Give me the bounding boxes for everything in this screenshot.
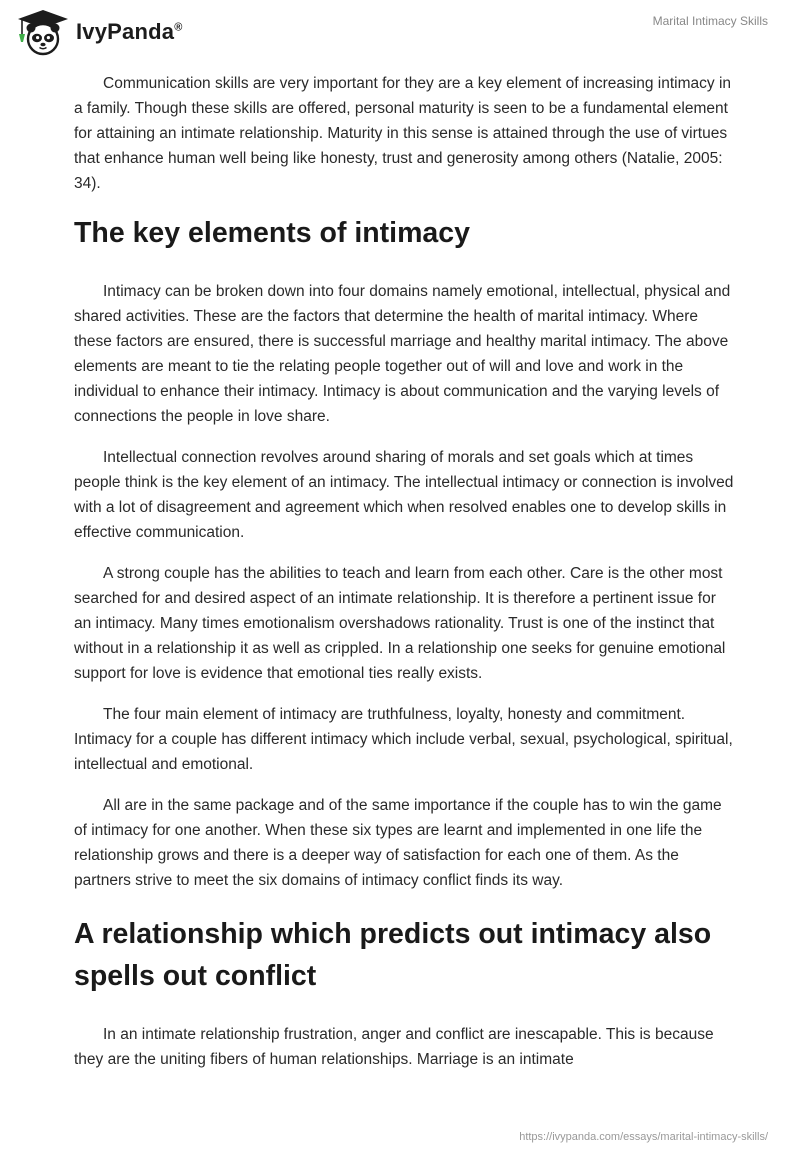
paragraph: Intellectual connection revolves around sharing of morals and set goals which at times people think is the key element of an intimacy. The intellectual intimacy or connection is involved with a lot of disagreement and agreement which when resolved enables one to develop skills in effective communication. [74,449,734,541]
brand-logo[interactable] [14,8,183,56]
essay-body [74,71,734,1088]
paragraph: In an intimate relationship frustration, anger and conflict are inescapable. This is because they are the uniting fibers of human relationships. Marriage is an intimate [74,1026,714,1068]
paragraph: Intimacy can be broken down into four domains namely emotional, intellectual, physical and shared activities. These are the factors that determine the health of marital intimacy. Where these factors are ensured, there is successful marriage and healthy marital intimacy. The above elements are meant to tie the relating people together out of will and love and work in the individual to enhance their intimacy. Intimacy is about communication and the varying levels of connections the people in love share. [74,283,731,425]
page-header [0,0,800,64]
paragraph: All are in the same package and of the same importance if the couple has to win the game of intimacy for one another. When these six types are learnt and implemented in one life the relationship grows and there is a deeper way of satisfaction for each one of them. As the partners strive to meet the six domains of intimacy conflict finds its way. [74,797,722,889]
source-url[interactable]: https://ivypanda.com/essays/marital-intimacy-skills/ [519,1131,768,1143]
panda-graduate-icon [14,8,72,56]
paragraph: A strong couple has the abilities to teach and learn from each other. Care is the other most searched for and desired aspect of an intimate relationship. It is therefore a pertinent issue for an intimacy. Many times emotionalism overshadows rationality. Trust is one of the instinct that without in a relationship it as well as crippled. In a relationship one seeks for genuine emotional support for love is evidence that emotional ties really exists. [74,565,726,682]
paragraph: Communication skills are very important for they are a key element of increasing intimacy in a family. Though these skills are offered, personal maturity is seen to be a fundamental element for attaining an intimate relationship. Maturity in this sense is attained through the use of virtues that enhance human well being like honesty, trust and generosity among others (Natalie, 2005: 34). [74,75,732,192]
section-heading: The key elements of intimacy [74,217,470,249]
registered-mark: ® [174,21,183,34]
paragraph: The four main element of intimacy are truthfulness, loyalty, honesty and commitment. Intimacy for a couple has different intimacy which include verbal, sexual, psychological, spiritual, intellectual and emotional. [74,706,733,773]
brand-name: IvyPanda® [76,19,183,44]
section-heading: A relationship which predicts out intimacy also spells out conflict [74,918,712,992]
document-title: Marital Intimacy Skills [652,14,768,28]
